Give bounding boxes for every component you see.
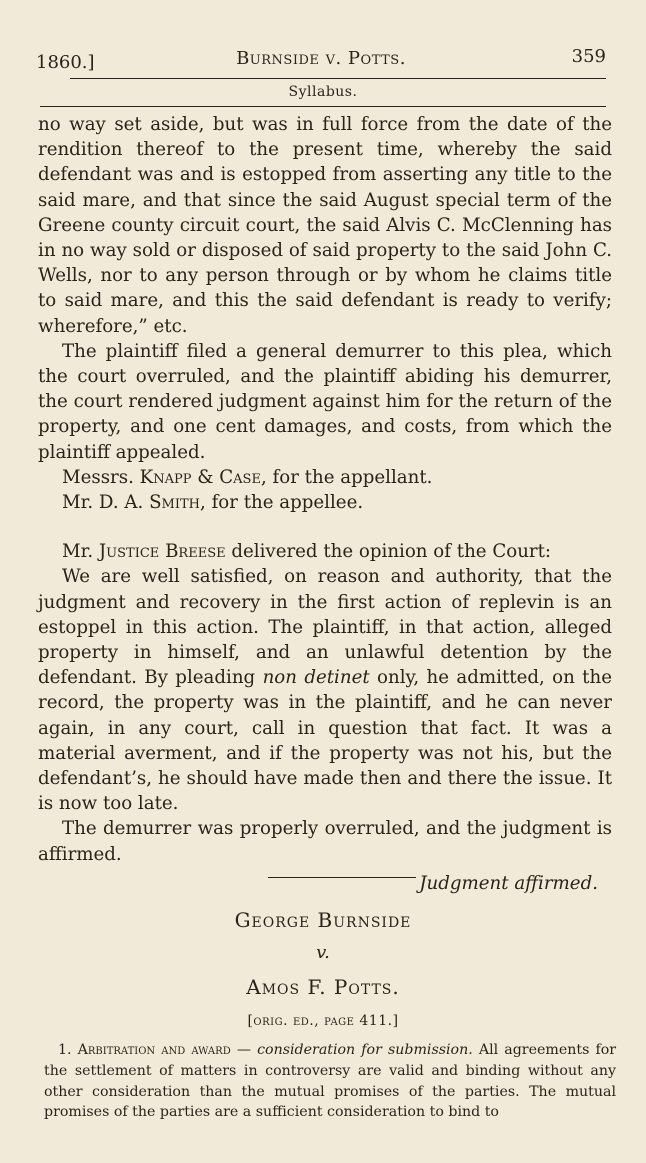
section-label: Syllabus. xyxy=(288,84,358,100)
party-plaintiff: George Burnside xyxy=(234,908,412,932)
section-rule xyxy=(40,106,606,107)
case-title xyxy=(0,908,646,1029)
paragraph-opinion xyxy=(38,564,612,816)
paragraph-demurrer: The plaintiff filed a general demurrer to this plea, which the court overruled, and the plaintiff abiding his demurrer, the court rendered judgment against him for the return of the property, and one cent damages, and costs, from which the plaintiff appealed. xyxy=(38,340,612,463)
spacer xyxy=(38,515,612,539)
judgment-line: Judgment affirmed. xyxy=(419,872,598,894)
counsel-appellee xyxy=(38,490,612,515)
counsel-suffix: , for the appellant. xyxy=(260,466,433,488)
counsel-appellee-name: D. A. Smith xyxy=(98,492,200,514)
original-edition-ref: [orig. ed., page 411.] xyxy=(247,1013,399,1029)
opinion-prefix: Mr. xyxy=(62,541,99,563)
header-year: 1860.] xyxy=(36,52,95,73)
counsel-prefix: Mr. xyxy=(62,492,99,514)
page-number: 359 xyxy=(571,46,606,67)
headnote xyxy=(44,1040,616,1123)
opinion-suffix: delivered the opinion of the Court: xyxy=(225,541,552,563)
headnote-subtopic: consideration for submission. xyxy=(257,1042,473,1058)
headnote-topic: Arbitration and award xyxy=(77,1042,231,1058)
versus: v. xyxy=(316,942,330,963)
justice-name: Justice Breese xyxy=(98,541,226,563)
opinion-text xyxy=(38,112,612,896)
headnote-number: 1. xyxy=(58,1042,78,1058)
headnote-text: All agreements for the settlement of matters in controversy are valid and binding without any other consideration than the mutual promises of the parties. The mutual promises of the parties are a sufficient consideration to bind to xyxy=(44,1042,617,1121)
opinion-text-b: only, he admitted, on the record, the property was in the plaintiff, and he can never again, in any court, call in question that fact. It was a material averment, and if the property was not his, but the defendant’s, he should have made then and there the issue. It is now too late. xyxy=(38,667,612,815)
counsel-appellant xyxy=(38,465,612,490)
case-divider xyxy=(268,877,416,878)
counsel-suffix: , for the appellee. xyxy=(200,492,364,514)
latin-term: non detinet xyxy=(262,667,370,689)
headnote-item xyxy=(44,1040,616,1123)
running-head xyxy=(36,46,606,72)
opinion-intro xyxy=(38,539,612,564)
paragraph-conclusion: The demurrer was properly overruled, and the judgment is affirmed. xyxy=(38,818,612,865)
header-rule xyxy=(70,78,606,79)
party-defendant: Amos F. Potts. xyxy=(246,975,400,999)
paragraph-plea-continuation: no way set aside, but was in full force from the date of the rendition thereof to the present time, whereby the said defendant was and is estopped from asserting any title to the said mare, and that since the said August special term of the Greene county circuit court, the said Alvis C. McClenning has in no way sold or disposed of said property to the said John C. Wells, nor to any person through or by whom he claims title to said mare, and this the said defendant is ready to verify; wherefore,” etc. xyxy=(38,114,612,337)
opinion-text-a: We are well satisfied, on reason and authority, that the judgment and recovery in the first action of replevin is an estoppel in this action. The plaintiff, in that action, alleged property in himself, and an unlawful detention by the defendant. By pleading xyxy=(38,566,612,689)
counsel-appellant-name: Knapp & Case xyxy=(139,466,261,488)
headnote-dash: — xyxy=(230,1042,258,1058)
header-title: Burnside v. Potts. xyxy=(236,48,406,69)
counsel-prefix: Messrs. xyxy=(62,466,140,488)
